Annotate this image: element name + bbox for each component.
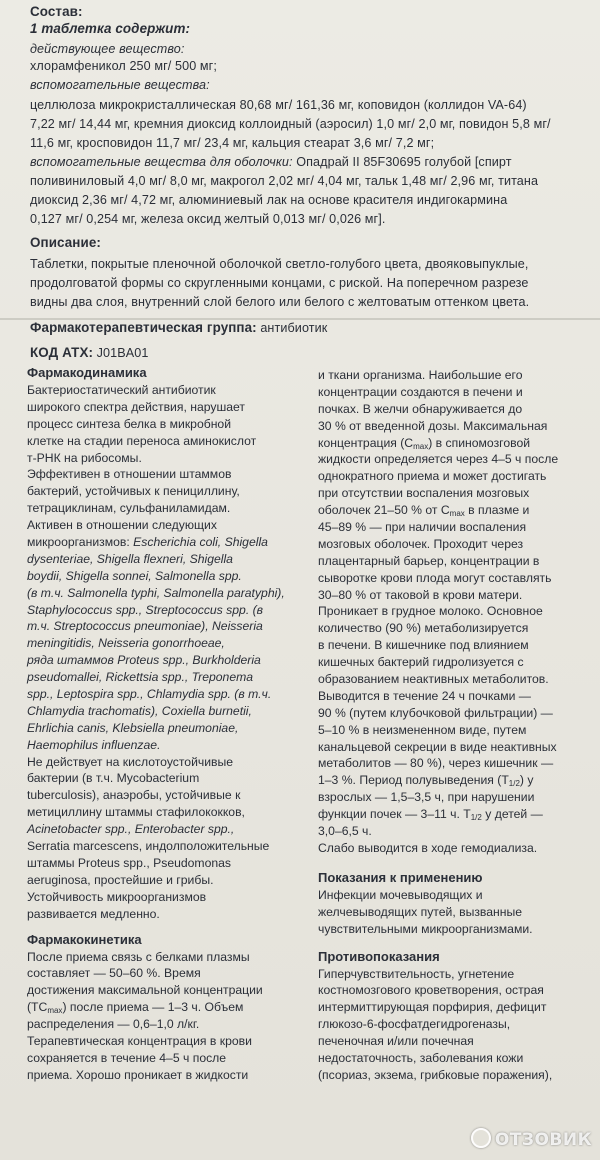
cmax-pre: концентрация (C [318, 435, 414, 450]
description-title: Описание: [30, 235, 101, 250]
text-line [318, 502, 600, 519]
watermark-logo [471, 1128, 592, 1150]
half-sub: 1/2 [508, 779, 520, 789]
text-line: 3,0–6,5 ч. [318, 824, 372, 839]
text-line: Слабо выводится в ходе гемодиализа. [318, 840, 538, 855]
text-line: приема. Хорошо проникает в жидкости [27, 1067, 249, 1082]
text-line [27, 999, 312, 1016]
text-line [318, 435, 600, 452]
text-line: метициллину штаммы стафилококков, [27, 805, 245, 820]
pharm-group-value: антибиотик [256, 321, 328, 335]
atc-value: J01BA01 [93, 346, 149, 360]
text-line: штаммы Proteus spp., Pseudomonas [27, 855, 232, 870]
pharm-group-label: Фармакотерапевтическая группа: [30, 320, 257, 335]
text-line: почках. В желчи обнаруживается до [318, 401, 523, 416]
text-line: и ткани организма. Наибольшие его [318, 368, 523, 382]
text-line: (в т.ч. Salmonella typhi, Salmonella paratyphi), [27, 585, 285, 600]
text-line: т-РНК на рибосомы. [27, 450, 142, 465]
text-line: 5–10 % в неизмененном виде, путем [318, 722, 527, 737]
micro-name: Escherichia coli, Shigella [133, 535, 268, 550]
text-line: Serratia marcescens, индолположительные [27, 839, 270, 854]
text-line: (псориаз, экзема, грибковые поражения), [318, 1067, 553, 1082]
coating-line: 0,127 мг/ 0,254 мг, железа оксид желтый 0,013 мг/ 0,026 мг]. [30, 212, 386, 226]
left-column [27, 364, 312, 1084]
text-line: жидкости определяется через 4–5 ч после [318, 452, 559, 467]
text-line: достижения максимальной концентрации [27, 983, 263, 998]
text-line: pseudomallei, Rickettsia spp., Treponema [27, 670, 254, 685]
excipients-line: целлюлоза микрокристаллическая 80,68 мг/ 161,36 мг, коповидон (коллидон VA-64) [30, 98, 527, 112]
text-line: желчевыводящих путей, вызванные [318, 904, 523, 919]
coating-line [30, 155, 512, 170]
micro-lead: микроорганизмов: [27, 535, 134, 550]
tc-pre: (TC [27, 1000, 48, 1015]
text-line: костномозгового кроветворения, острая [318, 983, 544, 998]
active-label: действующее вещество: [30, 42, 185, 56]
text-line: т.ч. Streptococcus pneumoniae), Neisseria [27, 619, 263, 634]
excipients-line: 11,6 мг, кросповидон 11,7 мг/ 23,4 мг, кальция стеарат 3,6 мг/ 7,2 мг; [30, 136, 435, 150]
otzovik-logo-icon [471, 1128, 491, 1148]
text-line: процесс синтеза белка в микробной [27, 416, 232, 431]
watermark-text: ОТЗОВИК [494, 1130, 592, 1150]
half-post: ) у [519, 773, 534, 788]
text-line: развивается медленно. [27, 906, 160, 921]
text-line: tuberculosis), анаэробы, устойчивые к [27, 788, 241, 803]
active-line: хлорамфеникол 250 мг/ 500 мг; [30, 59, 217, 73]
kid-sub: 1/2 [470, 813, 482, 823]
coating-label: вспомогательные вещества для оболочки: [30, 155, 293, 169]
text-line: в печени. В кишечнике под влиянием [318, 638, 529, 653]
text-line: ряда штаммов Proteus spp., Burkholderia [27, 653, 261, 668]
text-line: Терапевтическая концентрация в крови [27, 1033, 252, 1048]
text-line: Выводится в течение 24 ч почками — [318, 688, 531, 703]
text-line: интермиттирующая порфирия, дефицит [318, 1000, 547, 1015]
pharmacodynamics-title: Фармакодинамика [27, 365, 147, 380]
kid-post: у детей — [481, 807, 543, 822]
half-pre: 1–3 %. Период полувыведения (T [318, 773, 509, 788]
text-line: Бактериостатический антибиотик [27, 383, 216, 397]
text-line: при отсутствии воспаления мозговых [318, 486, 530, 501]
atc-line [30, 345, 148, 361]
coating-line: поливиниловый 4,0 мг/ 8,0 мг, макрогол 2,02 мг/ 4,04 мг, тальк 1,48 мг/ 2,96 мг, титана [30, 174, 539, 188]
text-line: сыворотке крови плода могут составлять [318, 570, 552, 585]
text-line: spp., Leptospira spp., Chlamydia spp. (в т.ч. [27, 687, 272, 702]
text-line: 45–89 % — при наличии воспаления [318, 520, 527, 535]
text-line: тетрациклинам, сульфаниламидам. [27, 501, 231, 516]
composition-title: Состав: [30, 4, 83, 19]
text-line: Активен в отношении следующих [27, 518, 217, 533]
c-sub: max [449, 509, 465, 519]
text-line: Ehrlichia canis, Klebsiella pneumoniae, [27, 720, 239, 735]
text-line: Гиперчувствительность, угнетение [318, 966, 515, 981]
text-line: Chlamydia trachomatis), Coxiella burnetii, [27, 703, 252, 718]
cmax-sub: max [413, 441, 429, 451]
text-line: канальцевой секреции в виде неактивных [318, 739, 557, 754]
text-line: недостаточность, заболевания кожи [318, 1050, 524, 1065]
kid-pre: функции почек — 3–11 ч. T [318, 807, 471, 822]
text-line: aeruginosa, простейшие и грибы. [27, 872, 214, 887]
text-line: метаболитов — 80 %), через кишечник — [318, 756, 554, 771]
text-line: Инфекции мочевыводящих и [318, 887, 483, 902]
text-line [27, 534, 312, 551]
text-line: dysenteriae, Shigella flexneri, Shigella [27, 551, 233, 566]
pharmacokinetics-title: Фармакокинетика [27, 931, 142, 947]
text-line: meningitidis, Neisseria gonorrhoeae, [27, 636, 225, 651]
text-line: мозговых оболочек. Проходит через [318, 536, 524, 551]
text-line: распределения — 0,6–1,0 л/кг. [27, 1017, 200, 1032]
coating-first: Опадрай II 85F30695 голубой [спирт [292, 155, 512, 169]
c-post: в плазме и [464, 503, 530, 518]
text-line [318, 806, 600, 823]
text-line: сохраняется в течение 4–5 ч после [27, 1050, 227, 1065]
text-line: плацентарный барьер, концентрации в [318, 553, 540, 568]
text-line: Проникает в грудное молоко. Основное [318, 604, 543, 619]
tc-sub: max [47, 1006, 63, 1016]
text-line: Acinetobacter spp., Enterobacter spp., [27, 822, 235, 837]
description-line: Таблетки, покрытые пленочной оболочкой светло-голубого цвета, двояковыпуклые, [30, 257, 529, 271]
right-column [318, 367, 600, 1084]
text-line: количество (90 %) метаболизируется [318, 621, 529, 636]
text-line: чувствительными микроорганизмами. [318, 921, 533, 936]
text-line: однократного приема и может достигать [318, 469, 547, 484]
tablet-contains: 1 таблетка содержит: [30, 21, 191, 36]
excipients-line: 7,22 мг/ 14,44 мг, кремния диоксид коллоидный (аэросил) 1,0 мг/ 2,0 мг, повидон 5,8 мг/ [30, 117, 551, 131]
tc-post: ) после приема — 1–3 ч. Объем [62, 1000, 244, 1015]
indications-title: Показания к применению [318, 869, 483, 885]
text-line: взрослых — 1,5–3,5 ч, при нарушении [318, 790, 535, 805]
text-line: глюкозо-6-фосфатдегидрогеназы, [318, 1017, 511, 1032]
text-line: 90 % (путем клубочковой фильтрации) — [318, 705, 553, 720]
cmax-post: ) в спиномозговой [428, 435, 531, 450]
atc-label: КОД АТХ: [30, 345, 94, 360]
text-line: После приема связь с белками плазмы [27, 949, 250, 964]
text-line: Staphylococcus spp., Streptococcus spp. (в [27, 602, 264, 617]
excipients-label: вспомогательные вещества: [30, 78, 210, 92]
text-line: кишечных бактерий гидролизуется с [318, 655, 524, 670]
text-line: Haemophilus influenzae. [27, 737, 161, 752]
text-line: широкого спектра действия, нарушает [27, 399, 245, 414]
text-line: boydii, Shigella sonnei, Salmonella spp. [27, 568, 242, 583]
coating-line: диоксид 2,36 мг/ 4,72 мг, алюминиевый лак на основе красителя индигокармина [30, 193, 508, 207]
text-line: составляет — 50–60 %. Время [27, 966, 201, 981]
pharm-group-line [30, 320, 327, 336]
text-line: Эффективен в отношении штаммов [27, 467, 232, 482]
text-line: 30–80 % от таковой в крови матери. [318, 587, 523, 602]
text-line: образованием неактивных метаболитов. [318, 672, 549, 687]
text-line: Не действует на кислотоустойчивые [27, 754, 234, 769]
text-line [318, 772, 600, 789]
text-line: клетке на стадии переноса аминокислот [27, 433, 257, 448]
text-line: печеночная и/или почечная [318, 1034, 474, 1049]
text-line: бактерии (в т.ч. Mycobacterium [27, 771, 200, 786]
text-line: концентрации создаются в печени и [318, 384, 523, 399]
text-line: Устойчивость микроорганизмов [27, 889, 207, 904]
text-line: 30 % от введенной дозы. Максимальная [318, 418, 548, 433]
text-line: бактерий, устойчивых к пенициллину, [27, 484, 240, 499]
description-line: видны два слоя, внутренний слой белого или белого с желтоватым оттенком цвета. [30, 295, 530, 309]
contraindications-title: Противопоказания [318, 948, 440, 964]
c-pre: оболочек 21–50 % от C [318, 503, 450, 518]
description-line: продолговатой формы со скругленными концами, с риской. На поперечном разрезе [30, 276, 529, 290]
